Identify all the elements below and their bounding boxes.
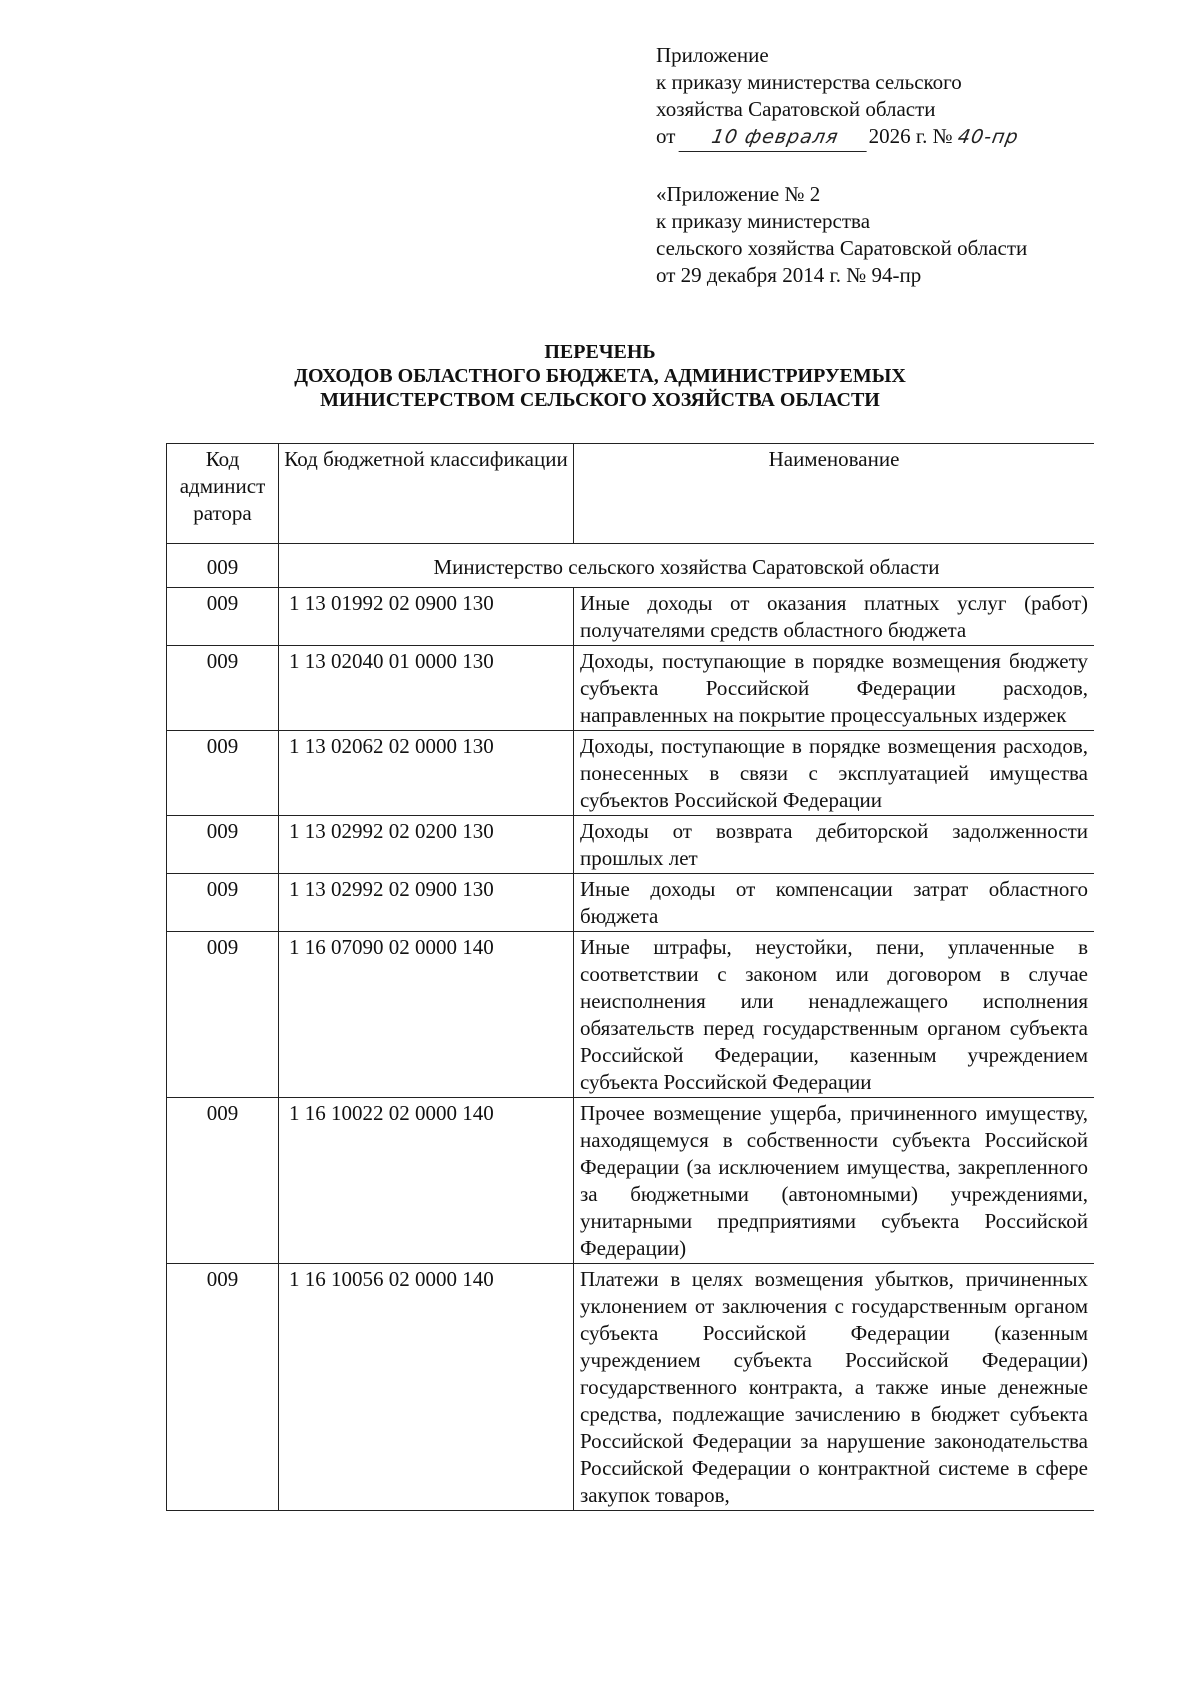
budget-code-cell: 1 13 02992 02 0200 130 xyxy=(279,816,574,874)
table-row xyxy=(167,874,1095,932)
revenue-table xyxy=(166,443,1094,1511)
group-admin-code: 009 xyxy=(167,544,279,588)
order-year: 2026 г. № xyxy=(868,124,953,148)
appendix-line: к приказу министерства сельского xyxy=(656,70,962,94)
budget-code-cell: 1 13 02040 01 0000 130 xyxy=(279,646,574,731)
budget-code-cell: 1 13 02062 02 0000 130 xyxy=(279,731,574,816)
header-name: Наименование xyxy=(574,444,1095,544)
appendix2-line: «Приложение № 2 xyxy=(656,182,821,206)
budget-code-cell: 1 13 01992 02 0900 130 xyxy=(279,588,574,646)
name-cell: Платежи в целях возмещения убытков, причиненных уклонением от заключения с государственным органом субъекта Российской Федерации (казенным учреждением субъекта Российской Федерации) государственного контракта, а также иные денежные средства, подлежащие зачислению в бюджет субъекта Российской Федерации за нарушение законодательства Российской Федерации о контрактной системе в сфере закупок товаров, xyxy=(574,1264,1095,1511)
admin-code-cell: 009 xyxy=(167,932,279,1098)
group-row xyxy=(167,544,1095,588)
admin-code-cell: 009 xyxy=(167,1098,279,1264)
handwritten-order-number: 40-пр xyxy=(956,126,1021,148)
handwritten-order-date: 10 февраля xyxy=(678,124,871,152)
name-cell: Доходы, поступающие в порядке возмещения бюджету субъекта Российской Федерации расходов, направленных на покрытие процессуальных издержек xyxy=(574,646,1095,731)
appendix-header xyxy=(656,42,1176,152)
budget-code-cell: 1 16 10056 02 0000 140 xyxy=(279,1264,574,1511)
appendix-line: Приложение xyxy=(656,43,769,67)
appendix2-line: сельского хозяйства Саратовской области xyxy=(656,236,1028,260)
table-row xyxy=(167,816,1095,874)
table-row xyxy=(167,588,1095,646)
admin-code-cell: 009 xyxy=(167,731,279,816)
admin-code-cell: 009 xyxy=(167,1264,279,1511)
document-title xyxy=(170,340,1030,412)
table-row xyxy=(167,646,1095,731)
group-name: Министерство сельского хозяйства Саратовской области xyxy=(279,544,1095,588)
admin-code-cell: 009 xyxy=(167,874,279,932)
budget-code-cell: 1 13 02992 02 0900 130 xyxy=(279,874,574,932)
order-date-line xyxy=(656,123,1176,152)
name-cell: Иные доходы от оказания платных услуг (работ) получателями средств областного бюджета xyxy=(574,588,1095,646)
budget-code-cell: 1 16 10022 02 0000 140 xyxy=(279,1098,574,1264)
admin-code-cell: 009 xyxy=(167,816,279,874)
title-line: МИНИСТЕРСТВОМ СЕЛЬСКОГО ХОЗЯЙСТВА ОБЛАСТИ xyxy=(320,389,880,411)
name-cell: Иные штрафы, неустойки, пени, уплаченные в соответствии с законом или договором в случае неисполнения или ненадлежащего исполнения обязательств перед государственным органом субъекта Российской Федерации, казенным учреждением субъекта Российской Федерации xyxy=(574,932,1095,1098)
name-cell: Доходы от возврата дебиторской задолженности прошлых лет xyxy=(574,816,1095,874)
name-cell: Иные доходы от компенсации затрат областного бюджета xyxy=(574,874,1095,932)
table-row xyxy=(167,1098,1095,1264)
appendix2-line: к приказу министерства xyxy=(656,209,871,233)
table-row xyxy=(167,932,1095,1098)
budget-code-cell: 1 16 07090 02 0000 140 xyxy=(279,932,574,1098)
name-cell: Доходы, поступающие в порядке возмещения расходов, понесенных в связи с эксплуатацией имущества субъектов Российской Федерации xyxy=(574,731,1095,816)
table-row xyxy=(167,731,1095,816)
header-budget-code: Код бюджетной классификации xyxy=(279,444,574,544)
appendix-line: хозяйства Саратовской области xyxy=(656,97,936,121)
admin-code-cell: 009 xyxy=(167,588,279,646)
appendix-2-reference xyxy=(656,181,1196,289)
title-line: ПЕРЕЧЕНЬ xyxy=(544,341,656,363)
header-admin-code: Код админист ратора xyxy=(167,444,279,544)
order-prefix: от xyxy=(656,124,676,148)
admin-code-cell: 009 xyxy=(167,646,279,731)
table-header-row xyxy=(167,444,1095,544)
appendix2-line: от 29 декабря 2014 г. № 94-пр xyxy=(656,263,922,287)
table-row xyxy=(167,1264,1095,1511)
title-line: ДОХОДОВ ОБЛАСТНОГО БЮДЖЕТА, АДМИНИСТРИРУЕМЫХ xyxy=(294,365,906,387)
name-cell: Прочее возмещение ущерба, причиненного имуществу, находящемуся в собственности субъекта Российской Федерации (за исключением имущества, закрепленного за бюджетными (автономными) учреждениями, унитарными предприятиями субъекта Российской Федерации) xyxy=(574,1098,1095,1264)
revenue-table-container xyxy=(166,443,1094,1693)
